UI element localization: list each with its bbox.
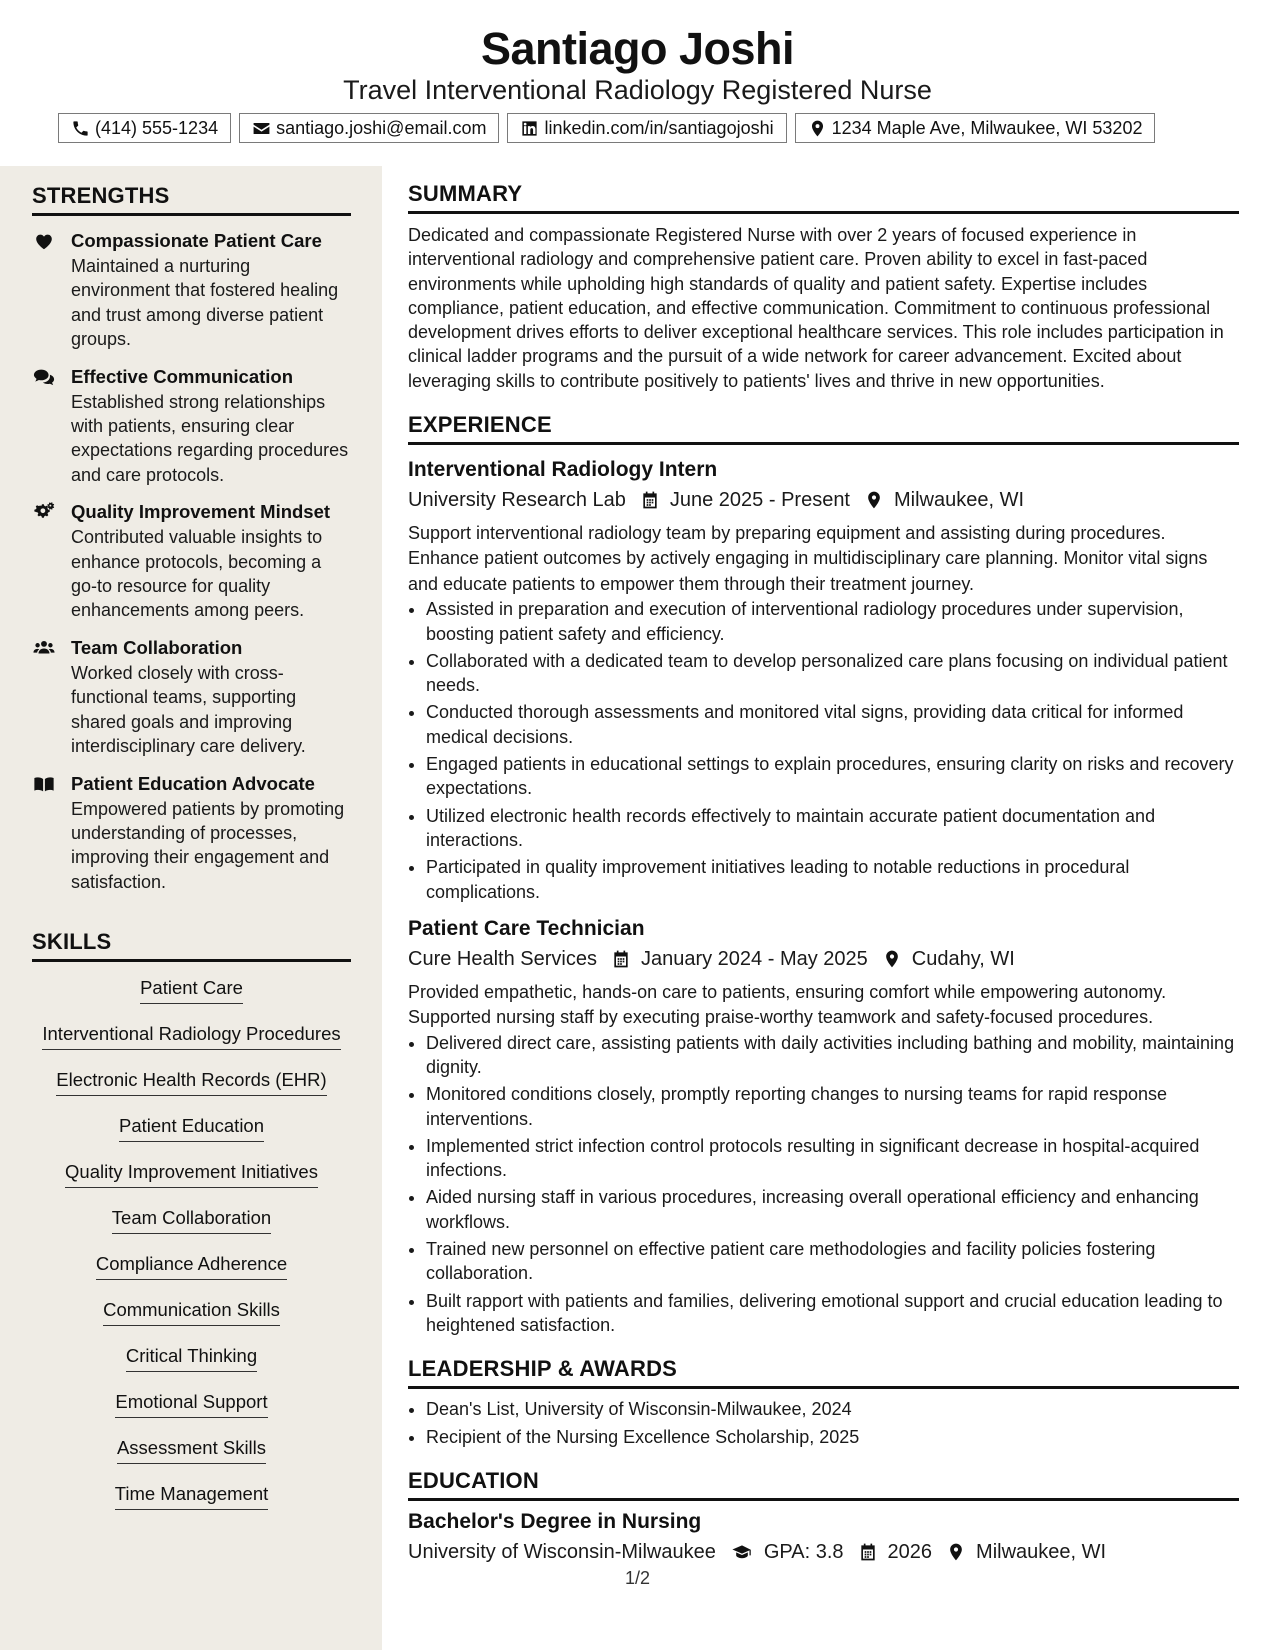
contact-phone-text: (414) 555-1234: [95, 118, 219, 138]
skill-tag: Critical Thinking: [126, 1344, 257, 1372]
calendar-icon: [858, 1542, 878, 1562]
job-title: Patient Care Technician: [408, 916, 645, 940]
list-item: • Collaborated with a dedicated team to develop personalized care plans focusing on individual patient needs.: [426, 649, 1239, 698]
job-dates: January 2024 - May 2025: [640, 947, 868, 970]
strength-desc: Established strong relationships with patients, ensuring clear expectations regarding procedures and care protocols.: [71, 391, 349, 485]
strength-title: Quality Improvement Mindset: [71, 501, 331, 523]
page-number: 1/2: [625, 1568, 651, 1588]
contact-address[interactable]: [795, 113, 1156, 143]
awards-list: [408, 1397, 1239, 1449]
school-name: University of Wisconsin-Milwaukee: [408, 1540, 716, 1563]
skill-tag: Interventional Radiology Procedures: [42, 1022, 340, 1050]
job-bullets: [408, 1031, 1239, 1338]
awards-section: [408, 1355, 1239, 1449]
skills-heading: SKILLS: [32, 928, 351, 962]
list-item: • Recipient of the Nursing Excellence Scholarship, 2025: [426, 1425, 1239, 1449]
list-item: • Engaged patients in educational settings to explain procedures, ensuring clarity on risks and recovery expectations.: [426, 752, 1239, 801]
job-dates: June 2025 - Present: [669, 489, 850, 512]
list-item: • Conducted thorough assessments and monitored vital signs, providing data critical for informed medical decisions.: [426, 700, 1239, 749]
contact-bar: [58, 113, 1155, 145]
skill-tag: Communication Skills: [103, 1298, 280, 1326]
job-description: Provided empathetic, hands-on care to patients, ensuring comfort while empowering autonomy. Supported nursing staff by executing praise-worthy teamwork and safety-focused procedures.: [408, 981, 1167, 1028]
graduation-year: 2026: [887, 1540, 933, 1563]
map-marker-icon: [946, 1542, 966, 1562]
list-item: • Monitored conditions closely, promptly reporting changes to nursing teams for rapid response interventions.: [426, 1082, 1239, 1131]
skills-list: [32, 976, 351, 1528]
map-marker-icon: [882, 949, 902, 969]
skill-tag: Time Management: [115, 1482, 269, 1510]
gpa: GPA: 3.8: [763, 1540, 844, 1563]
experience-section: [408, 411, 1239, 1337]
main-content: [408, 180, 1239, 1585]
sidebar: [0, 166, 382, 1650]
skill-tag: Quality Improvement Initiatives: [65, 1160, 318, 1188]
job-title: Interventional Radiology Intern: [408, 458, 718, 482]
skill-tag: Team Collaboration: [112, 1206, 271, 1234]
calendar-icon: [640, 490, 660, 510]
strength-desc: Empowered patients by promoting understanding of processes, improving their engagement and satisfaction.: [71, 798, 345, 892]
job-company: University Research Lab: [408, 489, 626, 512]
list-item: • Trained new personnel on effective patient care methodologies and facility policies fostering collaboration.: [426, 1237, 1239, 1286]
list-item: • Aided nursing staff in various procedures, increasing overall operational efficiency and enhancing workflows.: [426, 1185, 1239, 1234]
contact-email-text: santiago.joshi@email.com: [276, 118, 487, 138]
contact-email[interactable]: [239, 113, 499, 143]
summary-heading: SUMMARY: [408, 180, 1239, 214]
strength-item: [32, 499, 351, 623]
job-location: Cudahy, WI: [911, 947, 1015, 970]
book-open-icon: [32, 773, 56, 795]
degree-title: Bachelor's Degree in Nursing: [408, 1509, 702, 1533]
job-company: Cure Health Services: [408, 947, 597, 970]
candidate-name: Santiago Joshi: [480, 23, 795, 74]
users-icon: [32, 637, 56, 659]
summary-section: [408, 180, 1239, 393]
strengths-section: [32, 182, 351, 894]
strength-item: [32, 771, 351, 895]
education-heading: EDUCATION: [408, 1467, 1239, 1501]
summary-text: Dedicated and compassionate Registered Nurse with over 2 years of focused experience in interventional radiology and comprehensive patient care. Proven ability to excel in fast-paced environments while upholding high standards of quality and patient safety. Expertise includes compliance, patient education, and effective communication. Commitment to continuous professional development drives efforts to deliver exceptional healthcare services. This role includes participation in clinical ladder programs and the pursuit of a wide network for career advancement. Excited about leveraging skills to contribute positively to patients' lives and thrive in new opportunities.: [408, 225, 1224, 391]
experience-heading: EXPERIENCE: [408, 411, 1239, 445]
map-marker-icon: [864, 490, 884, 510]
education-entry: [408, 1507, 1239, 1567]
education-section: [408, 1467, 1239, 1567]
skill-tag: Emotional Support: [115, 1390, 267, 1418]
contact-linkedin-text: linkedin.com/in/santiagojoshi: [544, 118, 774, 138]
comments-icon: [32, 366, 56, 388]
contact-address-text: 1234 Maple Ave, Milwaukee, WI 53202: [831, 118, 1143, 138]
job-bullets: [408, 597, 1239, 904]
list-item: • Implemented strict infection control protocols resulting in significant decrease in hospital-acquired infections.: [426, 1134, 1239, 1183]
strength-desc: Contributed valuable insights to enhance protocols, becoming a go-to resource for quality enhancements among peers.: [71, 527, 323, 621]
strength-desc: Maintained a nurturing environment that fostered healing and trust among diverse patient groups.: [71, 256, 339, 350]
list-item: • Assisted in preparation and execution of interventional radiology procedures under supervision, boosting patient safety and efficiency.: [426, 597, 1239, 646]
calendar-icon: [611, 949, 631, 969]
education-location: Milwaukee, WI: [976, 1540, 1107, 1563]
gears-icon: [32, 501, 56, 523]
awards-heading: LEADERSHIP & AWARDS: [408, 1355, 1239, 1389]
strength-desc: Worked closely with cross-functional teams, supporting shared goals and improving interdisciplinary care delivery.: [71, 662, 306, 757]
contact-phone[interactable]: [58, 113, 231, 143]
heart-icon: [32, 230, 56, 252]
phone-icon: [71, 119, 90, 138]
job-entry: [408, 914, 1239, 1337]
strength-title: Team Collaboration: [71, 636, 243, 658]
skill-tag: Patient Education: [119, 1114, 264, 1142]
strength-item: [32, 364, 351, 488]
job-description: Support interventional radiology team by preparing equipment and assisting during procedures. Enhance patient outcomes by actively engaging in multidisciplinary care planning. Monitor vital signs and educate patients to empower them through their treatment journey.: [408, 523, 1208, 594]
job-meta: [408, 485, 1239, 515]
job-meta: [408, 944, 1239, 974]
linkedin-icon: [520, 119, 539, 138]
graduation-cap-icon: [730, 1542, 754, 1562]
candidate-title: Travel Interventional Radiology Registered Nurse: [343, 75, 932, 105]
education-meta: [408, 1537, 1239, 1567]
strengths-heading: STRENGTHS: [32, 182, 351, 216]
skill-tag: Assessment Skills: [117, 1436, 266, 1464]
strength-title: Effective Communication: [71, 365, 294, 387]
strength-item: [32, 228, 351, 352]
map-marker-icon: [808, 119, 827, 138]
job-location: Milwaukee, WI: [894, 489, 1025, 512]
list-item: • Participated in quality improvement initiatives leading to notable reductions in procedural complications.: [426, 855, 1239, 904]
skill-tag: Compliance Adherence: [96, 1252, 287, 1280]
strength-title: Patient Education Advocate: [71, 772, 315, 794]
list-item: • Utilized electronic health records effectively to maintain accurate patient documentation and interactions.: [426, 804, 1239, 853]
job-entry: [408, 455, 1239, 904]
contact-linkedin[interactable]: [507, 113, 786, 143]
strength-item: [32, 635, 351, 759]
strength-title: Compassionate Patient Care: [71, 230, 322, 251]
skill-tag: Electronic Health Records (EHR): [56, 1068, 326, 1096]
skills-section: [32, 928, 351, 1528]
list-item: • Dean's List, University of Wisconsin-Milwaukee, 2024: [426, 1397, 1239, 1421]
envelope-icon: [252, 119, 271, 138]
skill-tag: Patient Care: [140, 976, 243, 1004]
list-item: • Built rapport with patients and families, delivering emotional support and crucial education leading to heightened satisfaction.: [426, 1289, 1239, 1338]
resume-header: [0, 0, 1275, 166]
list-item: • Delivered direct care, assisting patients with daily activities including bathing and mobility, maintaining dignity.: [426, 1031, 1239, 1080]
